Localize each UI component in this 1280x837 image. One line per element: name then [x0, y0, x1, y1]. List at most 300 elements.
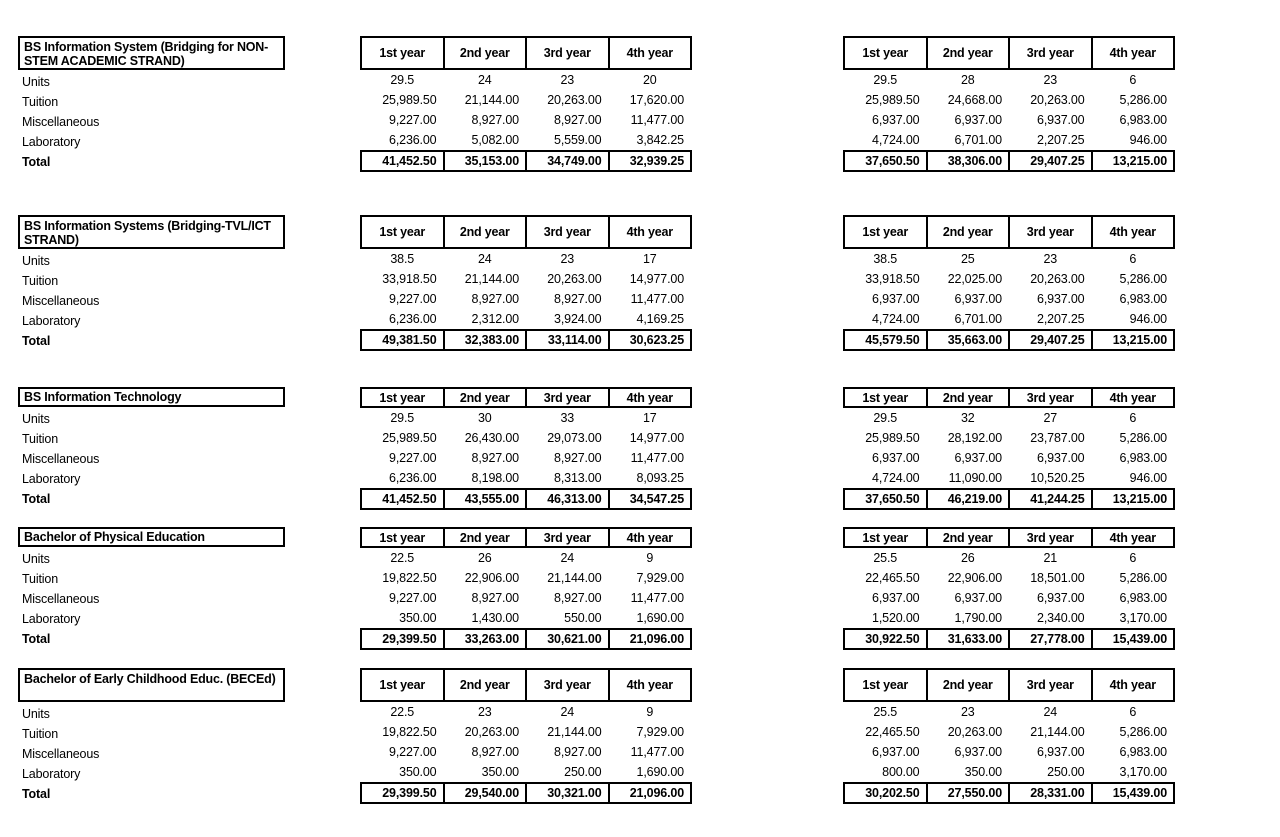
- total-cell: 46,219.00: [927, 489, 1010, 509]
- total-cell: 13,215.00: [1092, 330, 1175, 350]
- table-row-total: [844, 783, 1174, 803]
- value-cell: 20,263.00: [927, 722, 1010, 742]
- value-cell: 3,170.00: [1092, 608, 1175, 629]
- year-header-cell: 3rd year: [1009, 216, 1092, 248]
- table-row: [361, 448, 691, 468]
- value-cell: 6,937.00: [844, 448, 927, 468]
- value-cell: 22.5: [361, 701, 444, 722]
- year-header-cell: 4th year: [1092, 216, 1175, 248]
- year-header-cell: 4th year: [1092, 388, 1175, 407]
- value-cell: 4,724.00: [844, 130, 927, 151]
- table-row: [844, 762, 1174, 783]
- value-cell: 26,430.00: [444, 428, 527, 448]
- row-label-total: Total: [22, 492, 51, 506]
- value-cell: 28: [927, 69, 1010, 90]
- value-cell: 1,520.00: [844, 608, 927, 629]
- value-cell: 23: [444, 701, 527, 722]
- value-cell: 3,842.25: [609, 130, 692, 151]
- value-cell: 6,236.00: [361, 130, 444, 151]
- value-cell: 11,477.00: [609, 289, 692, 309]
- value-cell: 6,937.00: [1009, 289, 1092, 309]
- year-header-cell: 4th year: [1092, 528, 1175, 547]
- row-label-column: [22, 72, 322, 172]
- value-cell: 6: [1092, 248, 1175, 269]
- year-header-row: [844, 388, 1174, 407]
- row-label: Laboratory: [22, 612, 81, 626]
- year-header-cell: 3rd year: [1009, 669, 1092, 701]
- value-cell: 17: [609, 407, 692, 428]
- table-row: [361, 547, 691, 568]
- value-cell: 6: [1092, 701, 1175, 722]
- total-cell: 38,306.00: [927, 151, 1010, 171]
- value-cell: 4,724.00: [844, 468, 927, 489]
- value-cell: 23: [1009, 248, 1092, 269]
- value-cell: 11,090.00: [927, 468, 1010, 489]
- total-cell: 35,663.00: [927, 330, 1010, 350]
- total-cell: 31,633.00: [927, 629, 1010, 649]
- value-cell: 25.5: [844, 547, 927, 568]
- value-cell: 21: [1009, 547, 1092, 568]
- value-cell: 20,263.00: [526, 269, 609, 289]
- table-row-total: [361, 330, 691, 350]
- program-title: BS Information System (Bridging for NON-STEM ACADEMIC STRAND): [18, 36, 285, 70]
- table-row: [361, 248, 691, 269]
- year-header-row: [844, 37, 1174, 69]
- table-row: [361, 110, 691, 130]
- value-cell: 8,927.00: [444, 588, 527, 608]
- left-fee-table: [360, 527, 692, 650]
- right-fee-table: [843, 215, 1175, 351]
- value-cell: 27: [1009, 407, 1092, 428]
- row-label-column: [22, 549, 322, 649]
- value-cell: 5,559.00: [526, 130, 609, 151]
- right-fee-table: [843, 668, 1175, 804]
- total-cell: 33,263.00: [444, 629, 527, 649]
- total-cell: 13,215.00: [1092, 489, 1175, 509]
- year-header-cell: 4th year: [1092, 669, 1175, 701]
- value-cell: 2,312.00: [444, 309, 527, 330]
- table-row: [844, 448, 1174, 468]
- table-row-total: [844, 489, 1174, 509]
- table-row: [844, 110, 1174, 130]
- value-cell: 6,983.00: [1092, 588, 1175, 608]
- table-row: [844, 269, 1174, 289]
- year-header-cell: 2nd year: [927, 37, 1010, 69]
- total-cell: 29,399.50: [361, 629, 444, 649]
- total-cell: 37,650.50: [844, 151, 927, 171]
- year-header-cell: 2nd year: [927, 216, 1010, 248]
- value-cell: 6,236.00: [361, 468, 444, 489]
- value-cell: 26: [444, 547, 527, 568]
- total-cell: 33,114.00: [526, 330, 609, 350]
- value-cell: 22,906.00: [444, 568, 527, 588]
- value-cell: 8,313.00: [526, 468, 609, 489]
- left-fee-table: [360, 36, 692, 172]
- value-cell: 29.5: [844, 407, 927, 428]
- table-row: [844, 608, 1174, 629]
- row-label: Miscellaneous: [22, 592, 100, 606]
- value-cell: 9: [609, 701, 692, 722]
- table-row: [844, 309, 1174, 330]
- value-cell: 21,144.00: [444, 90, 527, 110]
- total-cell: 29,540.00: [444, 783, 527, 803]
- value-cell: 20,263.00: [444, 722, 527, 742]
- value-cell: 250.00: [1009, 762, 1092, 783]
- value-cell: 24: [444, 69, 527, 90]
- value-cell: 6,983.00: [1092, 289, 1175, 309]
- table-row: [361, 468, 691, 489]
- row-label: Laboratory: [22, 767, 81, 781]
- value-cell: 1,690.00: [609, 608, 692, 629]
- table-row: [844, 428, 1174, 448]
- table-row: [844, 468, 1174, 489]
- year-header-cell: 2nd year: [444, 37, 527, 69]
- value-cell: 23: [1009, 69, 1092, 90]
- total-cell: 32,383.00: [444, 330, 527, 350]
- value-cell: 9,227.00: [361, 742, 444, 762]
- year-header-cell: 1st year: [361, 669, 444, 701]
- value-cell: 9,227.00: [361, 289, 444, 309]
- total-cell: 32,939.25: [609, 151, 692, 171]
- value-cell: 26: [927, 547, 1010, 568]
- total-cell: 49,381.50: [361, 330, 444, 350]
- value-cell: 23: [526, 69, 609, 90]
- value-cell: 38.5: [361, 248, 444, 269]
- value-cell: 21,144.00: [444, 269, 527, 289]
- value-cell: 350.00: [927, 762, 1010, 783]
- row-label: Laboratory: [22, 472, 81, 486]
- row-label-total: Total: [22, 787, 51, 801]
- table-row: [361, 722, 691, 742]
- value-cell: 6: [1092, 69, 1175, 90]
- total-cell: 30,321.00: [526, 783, 609, 803]
- value-cell: 3,924.00: [526, 309, 609, 330]
- value-cell: 6,937.00: [844, 742, 927, 762]
- value-cell: 250.00: [526, 762, 609, 783]
- value-cell: 14,977.00: [609, 269, 692, 289]
- total-cell: 41,452.50: [361, 151, 444, 171]
- total-cell: 27,778.00: [1009, 629, 1092, 649]
- total-cell: 15,439.00: [1092, 629, 1175, 649]
- value-cell: 33: [526, 407, 609, 428]
- row-label: Miscellaneous: [22, 115, 100, 129]
- value-cell: 8,927.00: [444, 110, 527, 130]
- row-label-total: Total: [22, 632, 51, 646]
- value-cell: 25,989.50: [844, 428, 927, 448]
- table-row: [361, 269, 691, 289]
- value-cell: 350.00: [444, 762, 527, 783]
- total-cell: 37,650.50: [844, 489, 927, 509]
- year-header-row: [361, 669, 691, 701]
- table-row: [361, 407, 691, 428]
- right-fee-table: [843, 387, 1175, 510]
- table-row: [361, 762, 691, 783]
- value-cell: 19,822.50: [361, 568, 444, 588]
- year-header-cell: 3rd year: [526, 216, 609, 248]
- value-cell: 17,620.00: [609, 90, 692, 110]
- value-cell: 946.00: [1092, 130, 1175, 151]
- total-cell: 21,096.00: [609, 629, 692, 649]
- value-cell: 2,207.25: [1009, 130, 1092, 151]
- year-header-row: [844, 669, 1174, 701]
- value-cell: 350.00: [361, 762, 444, 783]
- year-header-cell: 2nd year: [927, 388, 1010, 407]
- value-cell: 25,989.50: [361, 428, 444, 448]
- total-cell: 41,244.25: [1009, 489, 1092, 509]
- value-cell: 4,169.25: [609, 309, 692, 330]
- total-cell: 30,623.25: [609, 330, 692, 350]
- year-header-cell: 4th year: [609, 388, 692, 407]
- table-row: [844, 130, 1174, 151]
- table-row-total: [844, 151, 1174, 171]
- left-fee-table: [360, 387, 692, 510]
- value-cell: 6,937.00: [1009, 448, 1092, 468]
- table-row: [361, 568, 691, 588]
- total-cell: 21,096.00: [609, 783, 692, 803]
- total-cell: 13,215.00: [1092, 151, 1175, 171]
- value-cell: 6,937.00: [844, 289, 927, 309]
- total-cell: 45,579.50: [844, 330, 927, 350]
- row-label: Tuition: [22, 432, 59, 446]
- value-cell: 29.5: [361, 407, 444, 428]
- program-title: Bachelor of Early Childhood Educ. (BECEd): [18, 668, 285, 702]
- row-label-column: [22, 409, 322, 509]
- year-header-cell: 1st year: [361, 528, 444, 547]
- value-cell: 6,937.00: [927, 742, 1010, 762]
- value-cell: 6,701.00: [927, 130, 1010, 151]
- row-label: Miscellaneous: [22, 747, 100, 761]
- value-cell: 946.00: [1092, 468, 1175, 489]
- value-cell: 6,937.00: [927, 110, 1010, 130]
- year-header-row: [361, 388, 691, 407]
- value-cell: 33,918.50: [361, 269, 444, 289]
- row-label: Laboratory: [22, 135, 81, 149]
- value-cell: 28,192.00: [927, 428, 1010, 448]
- row-label: Units: [22, 412, 50, 426]
- value-cell: 6,937.00: [1009, 588, 1092, 608]
- value-cell: 5,286.00: [1092, 269, 1175, 289]
- table-row: [844, 90, 1174, 110]
- value-cell: 5,082.00: [444, 130, 527, 151]
- value-cell: 6,983.00: [1092, 110, 1175, 130]
- value-cell: 6: [1092, 547, 1175, 568]
- value-cell: 9,227.00: [361, 588, 444, 608]
- value-cell: 6,701.00: [927, 309, 1010, 330]
- value-cell: 2,207.25: [1009, 309, 1092, 330]
- value-cell: 8,927.00: [526, 742, 609, 762]
- value-cell: 9,227.00: [361, 110, 444, 130]
- value-cell: 22,906.00: [927, 568, 1010, 588]
- year-header-row: [844, 216, 1174, 248]
- table-row-total: [361, 151, 691, 171]
- row-label: Tuition: [22, 274, 59, 288]
- value-cell: 33,918.50: [844, 269, 927, 289]
- program-title: BS Information Technology: [18, 387, 285, 407]
- value-cell: 25,989.50: [844, 90, 927, 110]
- value-cell: 2,340.00: [1009, 608, 1092, 629]
- program-title: Bachelor of Physical Education: [18, 527, 285, 547]
- value-cell: 22.5: [361, 547, 444, 568]
- value-cell: 8,927.00: [444, 289, 527, 309]
- value-cell: 8,927.00: [444, 742, 527, 762]
- total-cell: 15,439.00: [1092, 783, 1175, 803]
- year-header-cell: 4th year: [609, 216, 692, 248]
- table-row: [361, 588, 691, 608]
- table-row: [844, 547, 1174, 568]
- table-row: [844, 588, 1174, 608]
- row-label: Tuition: [22, 727, 59, 741]
- table-row: [844, 722, 1174, 742]
- row-label: Laboratory: [22, 314, 81, 328]
- year-header-cell: 2nd year: [444, 216, 527, 248]
- year-header-row: [361, 37, 691, 69]
- year-header-cell: 4th year: [609, 37, 692, 69]
- value-cell: 8,093.25: [609, 468, 692, 489]
- table-row: [361, 69, 691, 90]
- total-cell: 28,331.00: [1009, 783, 1092, 803]
- year-header-cell: 2nd year: [927, 669, 1010, 701]
- value-cell: 11,477.00: [609, 588, 692, 608]
- value-cell: 6,937.00: [927, 588, 1010, 608]
- value-cell: 1,690.00: [609, 762, 692, 783]
- program-title: BS Information Systems (Bridging-TVL/ICT STRAND): [18, 215, 285, 249]
- row-label-column: [22, 704, 322, 804]
- value-cell: 7,929.00: [609, 722, 692, 742]
- year-header-cell: 3rd year: [526, 528, 609, 547]
- value-cell: 29.5: [361, 69, 444, 90]
- total-cell: 29,399.50: [361, 783, 444, 803]
- table-row: [844, 248, 1174, 269]
- value-cell: 7,929.00: [609, 568, 692, 588]
- year-header-cell: 3rd year: [1009, 37, 1092, 69]
- year-header-cell: 1st year: [844, 669, 927, 701]
- table-row: [844, 742, 1174, 762]
- value-cell: 8,927.00: [526, 289, 609, 309]
- year-header-cell: 3rd year: [526, 37, 609, 69]
- value-cell: 6,937.00: [844, 588, 927, 608]
- year-header-cell: 2nd year: [927, 528, 1010, 547]
- table-row: [844, 568, 1174, 588]
- value-cell: 25: [927, 248, 1010, 269]
- year-header-cell: 2nd year: [444, 388, 527, 407]
- value-cell: 38.5: [844, 248, 927, 269]
- value-cell: 6,937.00: [844, 110, 927, 130]
- value-cell: 5,286.00: [1092, 568, 1175, 588]
- value-cell: 23: [927, 701, 1010, 722]
- value-cell: 6,983.00: [1092, 448, 1175, 468]
- table-row: [844, 69, 1174, 90]
- value-cell: 8,927.00: [526, 448, 609, 468]
- table-row-total: [844, 629, 1174, 649]
- total-cell: 29,407.25: [1009, 151, 1092, 171]
- total-cell: 30,202.50: [844, 783, 927, 803]
- value-cell: 1,430.00: [444, 608, 527, 629]
- value-cell: 9,227.00: [361, 448, 444, 468]
- value-cell: 8,927.00: [526, 110, 609, 130]
- value-cell: 10,520.25: [1009, 468, 1092, 489]
- year-header-cell: 4th year: [1092, 37, 1175, 69]
- year-header-cell: 1st year: [361, 37, 444, 69]
- year-header-cell: 3rd year: [1009, 388, 1092, 407]
- total-cell: 46,313.00: [526, 489, 609, 509]
- value-cell: 25.5: [844, 701, 927, 722]
- row-label: Miscellaneous: [22, 294, 100, 308]
- row-label: Tuition: [22, 95, 59, 109]
- row-label-total: Total: [22, 334, 51, 348]
- value-cell: 20: [609, 69, 692, 90]
- table-row-total: [361, 629, 691, 649]
- value-cell: 20,263.00: [1009, 269, 1092, 289]
- table-row: [361, 130, 691, 151]
- value-cell: 800.00: [844, 762, 927, 783]
- value-cell: 29.5: [844, 69, 927, 90]
- value-cell: 6: [1092, 407, 1175, 428]
- year-header-cell: 1st year: [361, 216, 444, 248]
- value-cell: 24: [444, 248, 527, 269]
- value-cell: 24: [526, 701, 609, 722]
- value-cell: 5,286.00: [1092, 90, 1175, 110]
- row-label-column: [22, 251, 322, 351]
- table-row: [361, 428, 691, 448]
- table-row-total: [361, 783, 691, 803]
- value-cell: 21,144.00: [1009, 722, 1092, 742]
- value-cell: 6,937.00: [1009, 110, 1092, 130]
- year-header-cell: 2nd year: [444, 528, 527, 547]
- value-cell: 11,477.00: [609, 448, 692, 468]
- value-cell: 22,465.50: [844, 722, 927, 742]
- row-label: Units: [22, 254, 50, 268]
- value-cell: 8,198.00: [444, 468, 527, 489]
- value-cell: 9: [609, 547, 692, 568]
- value-cell: 21,144.00: [526, 568, 609, 588]
- row-label: Units: [22, 552, 50, 566]
- value-cell: 350.00: [361, 608, 444, 629]
- year-header-cell: 1st year: [844, 528, 927, 547]
- value-cell: 24: [1009, 701, 1092, 722]
- total-cell: 41,452.50: [361, 489, 444, 509]
- year-header-cell: 3rd year: [526, 669, 609, 701]
- row-label-total: Total: [22, 155, 51, 169]
- total-cell: 34,547.25: [609, 489, 692, 509]
- row-label: Tuition: [22, 572, 59, 586]
- table-row: [844, 407, 1174, 428]
- value-cell: 6,983.00: [1092, 742, 1175, 762]
- left-fee-table: [360, 668, 692, 804]
- right-fee-table: [843, 527, 1175, 650]
- value-cell: 21,144.00: [526, 722, 609, 742]
- total-cell: 30,621.00: [526, 629, 609, 649]
- value-cell: 1,790.00: [927, 608, 1010, 629]
- value-cell: 11,477.00: [609, 742, 692, 762]
- year-header-cell: 1st year: [844, 37, 927, 69]
- table-row: [361, 608, 691, 629]
- value-cell: 8,927.00: [444, 448, 527, 468]
- row-label: Units: [22, 75, 50, 89]
- value-cell: 8,927.00: [526, 588, 609, 608]
- value-cell: 19,822.50: [361, 722, 444, 742]
- value-cell: 24: [526, 547, 609, 568]
- value-cell: 20,263.00: [1009, 90, 1092, 110]
- table-row-total: [361, 489, 691, 509]
- value-cell: 6,937.00: [927, 448, 1010, 468]
- value-cell: 18,501.00: [1009, 568, 1092, 588]
- total-cell: 35,153.00: [444, 151, 527, 171]
- value-cell: 4,724.00: [844, 309, 927, 330]
- value-cell: 25,989.50: [361, 90, 444, 110]
- table-row: [844, 701, 1174, 722]
- value-cell: 3,170.00: [1092, 762, 1175, 783]
- year-header-cell: 1st year: [844, 216, 927, 248]
